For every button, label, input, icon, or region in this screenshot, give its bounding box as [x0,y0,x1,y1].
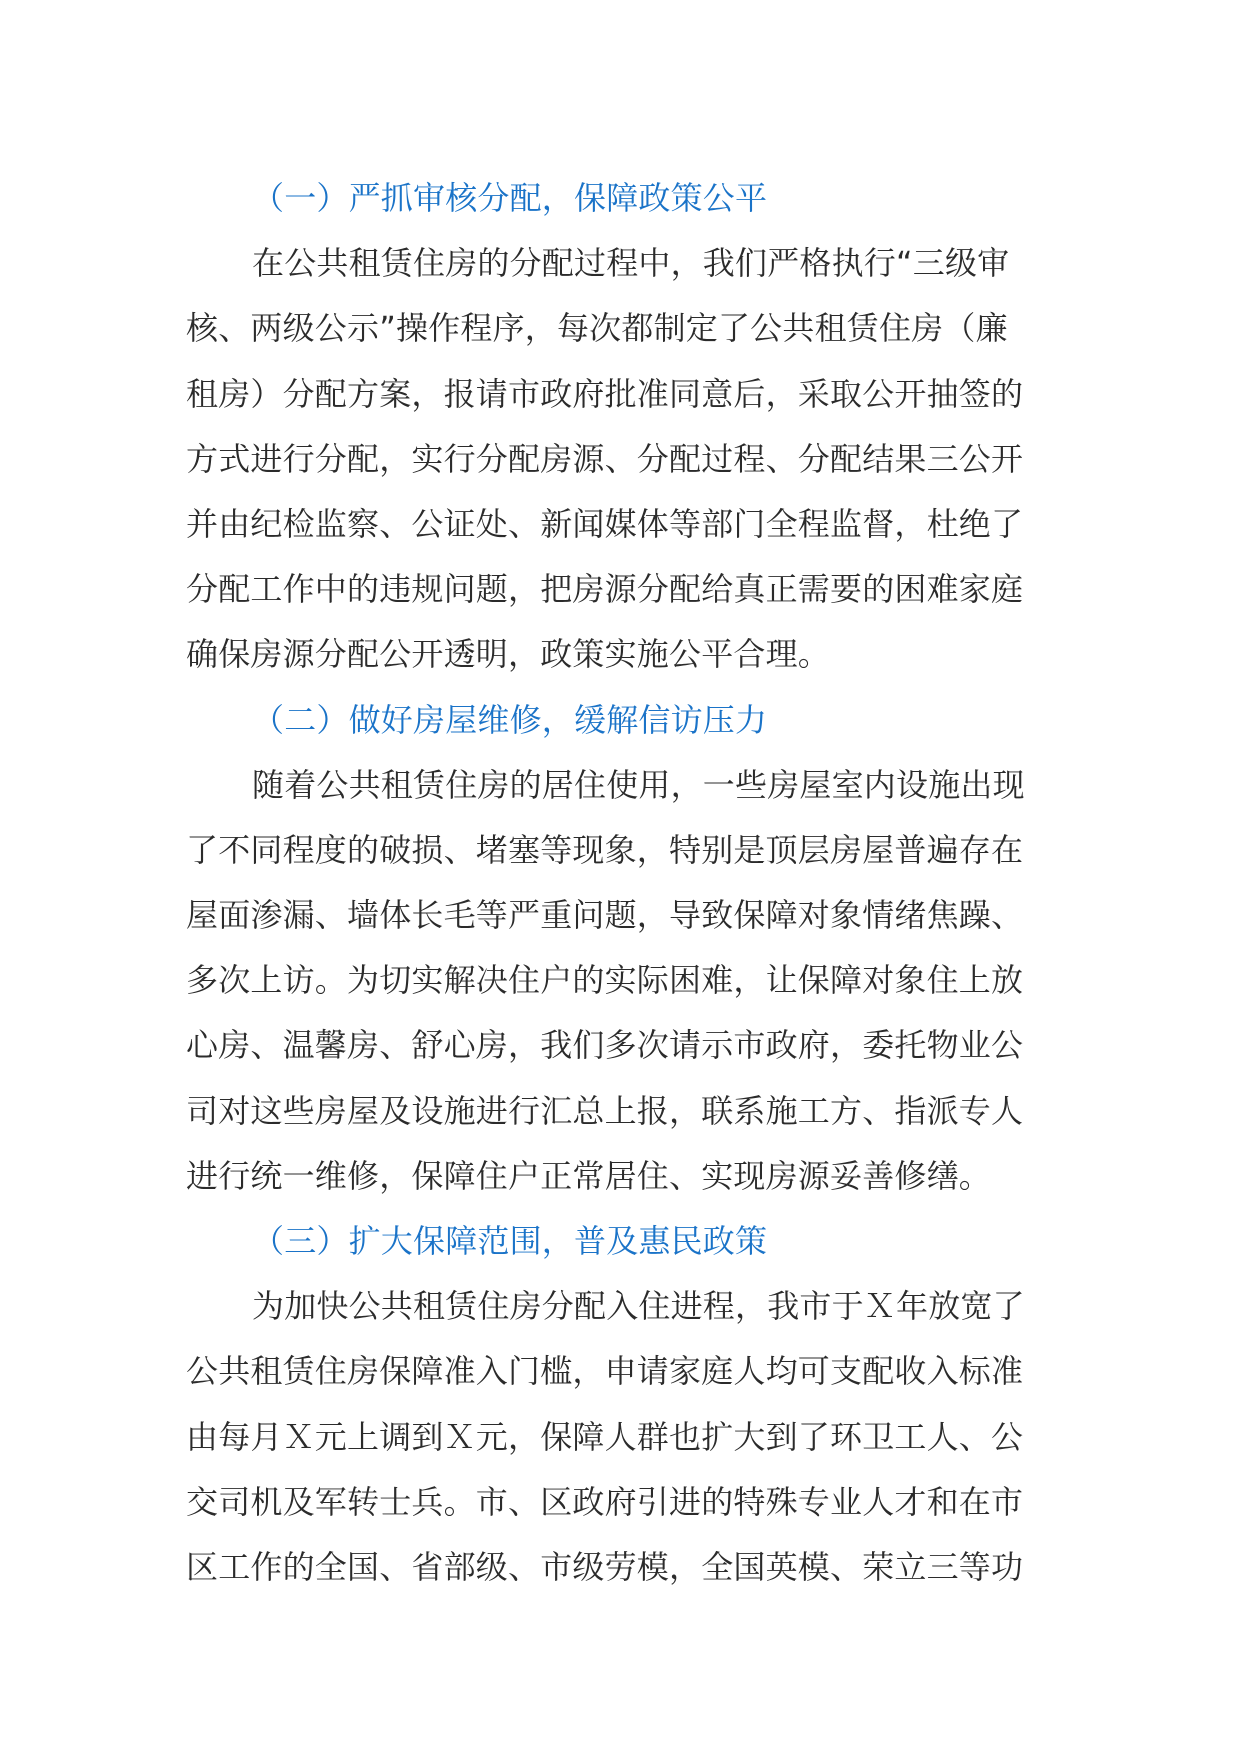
section-heading-2: （二）做好房屋维修，缓解信访压力 [252,700,768,739]
paragraph-line: 由每月Ｘ元上调到Ｘ元，保障人群也扩大到了环卫工人、公 [186,1417,1024,1456]
paragraph-line: 公共租赁住房保障准入门槛，申请家庭人均可支配收入标准 [186,1352,1024,1391]
paragraph-line: 心房、温馨房、舒心房，我们多次请示市政府，委托物业公 [186,1026,1024,1065]
paragraph-line: 确保房源分配公开透明，政策实施公平合理。 [186,635,831,674]
paragraph-line: 屋面渗漏、墙体长毛等严重问题，导致保障对象情绪焦躁、 [186,896,1024,935]
paragraph-line: 并由纪检监察、公证处、新闻媒体等部门全程监督，杜绝了 [186,504,1024,543]
paragraph-line: 随着公共租赁住房的居住使用，一些房屋室内设施出现 [252,765,1025,804]
paragraph-line: 为加快公共租赁住房分配入住进程，我市于Ｘ年放宽了 [252,1287,1025,1326]
paragraph-line: 区工作的全国、省部级、市级劳模，全国英模、荣立三等功 [186,1547,1024,1586]
paragraph-line: 分配工作中的违规问题，把房源分配给真正需要的困难家庭 [186,570,1024,609]
paragraph-line: 在公共租赁住房的分配过程中，我们严格执行“三级审 [252,244,1010,283]
paragraph-line: 租房）分配方案，报请市政府批准同意后，采取公开抽签的 [186,374,1024,413]
paragraph-line: 交司机及军转士兵。市、区政府引进的特殊专业人才和在市 [186,1482,1024,1521]
document-body [186,166,1054,1600]
paragraph-line: 进行统一维修，保障住户正常居住、实现房源妥善修缮。 [186,1156,992,1195]
paragraph-line: 多次上访。为切实解决住户的实际困难，让保障对象住上放 [186,961,1024,1000]
section-heading-3: （三）扩大保障范围，普及惠民政策 [252,1222,768,1260]
paragraph-line: 方式进行分配，实行分配房源、分配过程、分配结果三公开 [186,439,1024,478]
paragraph-line: 了不同程度的破损、堵塞等现象，特别是顶层房屋普遍存在 [186,830,1024,869]
section-heading-1: （一）严抓审核分配，保障政策公平 [252,179,768,217]
paragraph-line: 司对这些房屋及设施进行汇总上报，联系施工方、指派专人 [186,1091,1024,1130]
paragraph-line: 核、两级公示”操作程序，每次都制定了公共租赁住房（廉 [186,309,1008,348]
